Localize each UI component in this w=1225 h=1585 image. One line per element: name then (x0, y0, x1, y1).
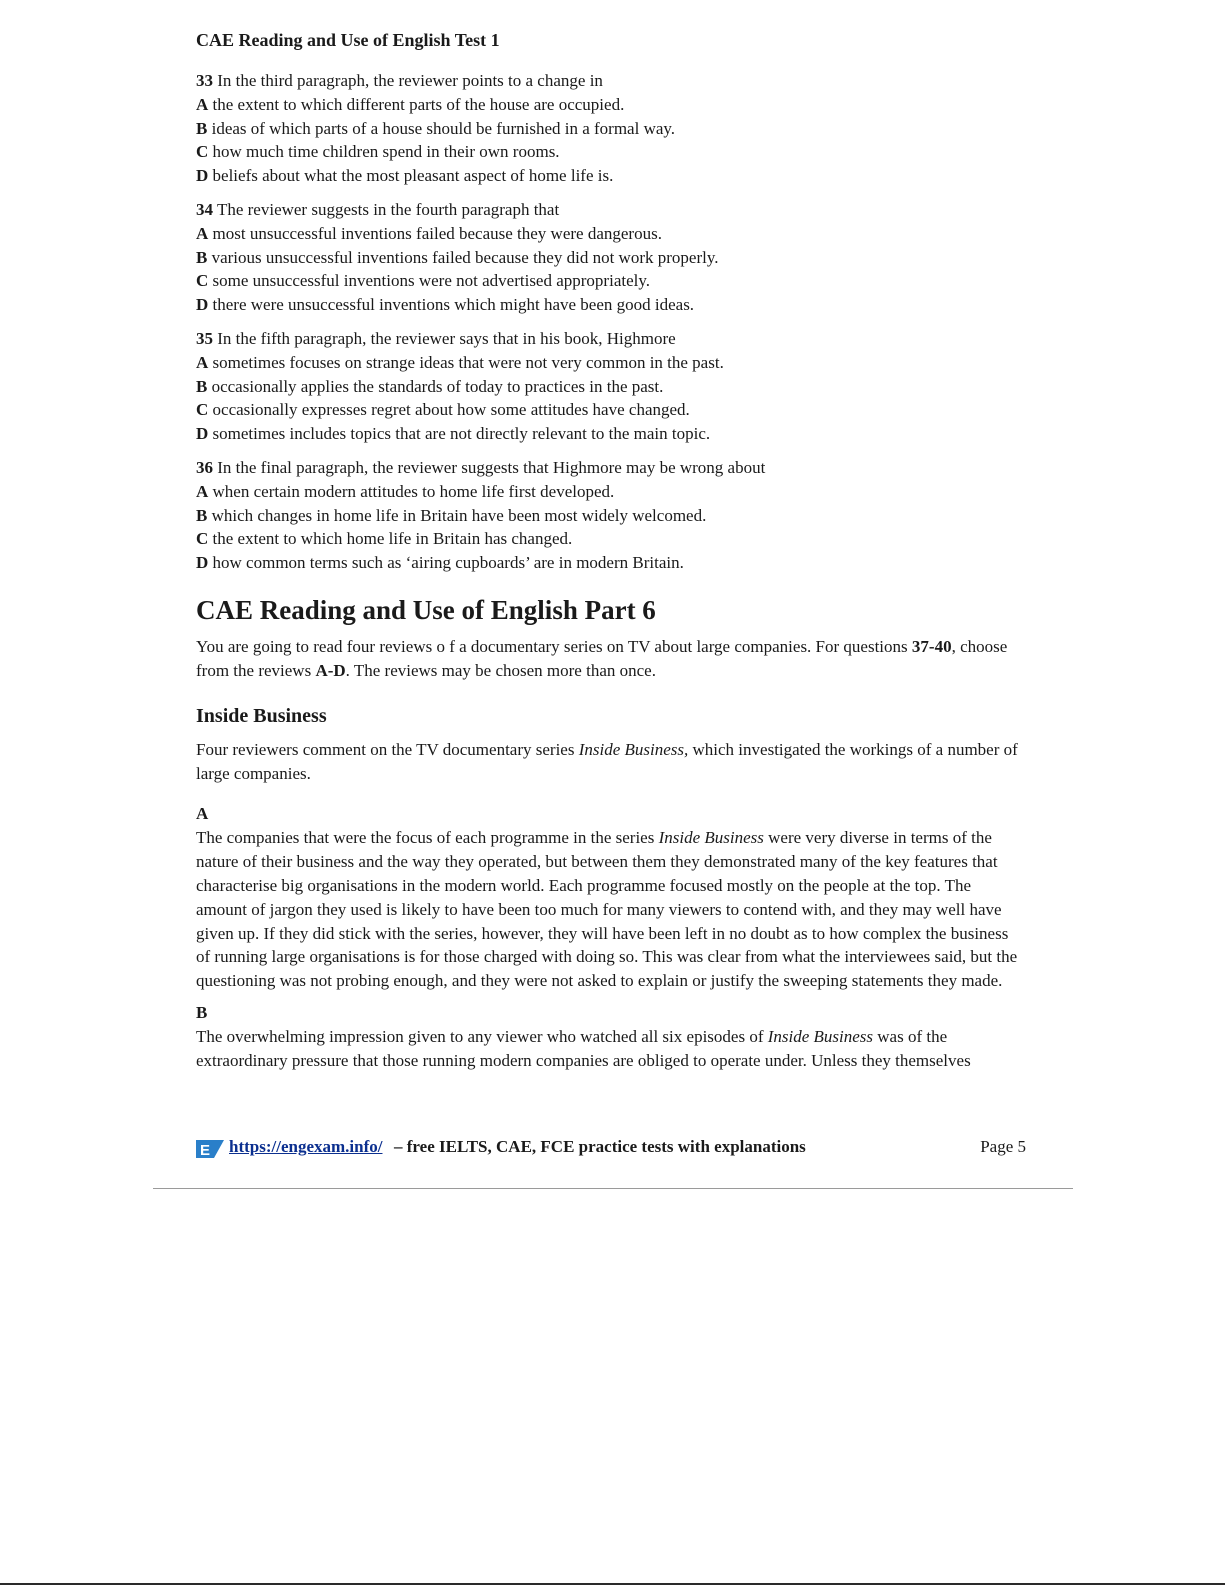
review-text: The overwhelming impression given to any viewer who watched all six episodes of Inside Business was of the extraordinary pressure that those running modern companies are obliged to operate under. Unless they themselves (196, 1027, 971, 1071)
footer-tagline: – free IELTS, CAE, FCE practice tests with explanations (394, 1137, 806, 1156)
question-33 (196, 69, 1026, 188)
option-c: C the extent to which home life in Britain has changed. (196, 529, 573, 549)
question-36 (196, 456, 1026, 575)
page-number: Page 5 (980, 1137, 1026, 1156)
option-a: A when certain modern attitudes to home life first developed. (196, 481, 615, 501)
option-b: B occasionally applies the standards of today to practices in the past. (196, 376, 664, 396)
option-b: B various unsuccessful inventions failed because they did not work properly. (196, 247, 719, 267)
document-page (196, 28, 1026, 1081)
question-stem: 35 In the fifth paragraph, the reviewer says that in his book, Highmore (196, 328, 676, 348)
question-number: 34 (196, 199, 213, 219)
option-d: D sometimes includes topics that are not directly relevant to the main topic. (196, 424, 711, 444)
option-a: A sometimes focuses on strange ideas that were not very common in the past. (196, 352, 724, 372)
option-c: C occasionally expresses regret about how some attitudes have changed. (196, 400, 690, 420)
review-letter: B (196, 1003, 208, 1023)
option-b: B ideas of which parts of a house should be furnished in a formal way. (196, 118, 676, 138)
option-c: C some unsuccessful inventions were not advertised appropriately. (196, 271, 650, 291)
question-number: 33 (196, 71, 213, 90)
option-d: D how common terms such as ‘airing cupboards’ are in modern Britain. (196, 553, 684, 573)
document-header: CAE Reading and Use of English Test 1 (196, 30, 500, 50)
question-stem: 34 The reviewer suggests in the fourth paragraph that (196, 199, 560, 219)
text-title: Inside Business (196, 704, 327, 727)
review-text: The companies that were the focus of each programme in the series Inside Business were very diverse in terms of the nature of their business and the way they operated, but between them they demonstrated many of the key features that characterise big organisations in the modern world. Each programme focused mostly on the people at the top. The amount of jargon they used is likely to have been too much for many viewers to contend with, and they may well have given up. If they did stick with the series, however, they will have been left in no doubt as to how complex the business of running large organisations is for those charged with doing so. This was clear from what the interviewees said, but the questioning was not probing enough, and they were not asked to explain or justify the sweeping statements they made. (196, 827, 1018, 991)
review-a (196, 802, 1026, 993)
option-a: A most unsuccessful inventions failed because they were dangerous. (196, 223, 662, 243)
question-number: 35 (196, 328, 213, 348)
question-number: 36 (196, 457, 213, 477)
site-link[interactable]: https://engexam.info/ (229, 1137, 383, 1156)
question-35 (196, 327, 1026, 446)
review-b (196, 1001, 1026, 1073)
option-d: D there were unsuccessful inventions which might have been good ideas. (196, 295, 695, 315)
option-d: D beliefs about what the most pleasant aspect of home life is. (196, 166, 614, 186)
engexam-logo-icon (196, 1140, 224, 1158)
review-letter: A (196, 803, 209, 823)
option-a: A the extent to which different parts of the house are occupied. (196, 94, 625, 114)
page-divider (153, 1188, 1073, 1189)
part-6-title: CAE Reading and Use of English Part 6 (196, 594, 656, 625)
question-34 (196, 198, 1026, 317)
question-stem: 36 In the final paragraph, the reviewer suggests that Highmore may be wrong about (196, 457, 766, 477)
option-b: B which changes in home life in Britain have been most widely welcomed. (196, 505, 707, 525)
option-c: C how much time children spend in their own rooms. (196, 142, 560, 162)
text-intro: Four reviewers comment on the TV documentary series Inside Business, which investigated the workings of a number of large companies. (196, 739, 1018, 783)
page-footer (196, 1137, 1028, 1161)
question-stem: 33 In the third paragraph, the reviewer points to a change in (196, 71, 603, 90)
svg-text:E: E (200, 1142, 211, 1158)
part-6-instructions: You are going to read four reviews o f a documentary series on TV about large companies. For questions 37-40, choose from the reviews A-D. The reviews may be chosen more than once. (196, 636, 1008, 680)
